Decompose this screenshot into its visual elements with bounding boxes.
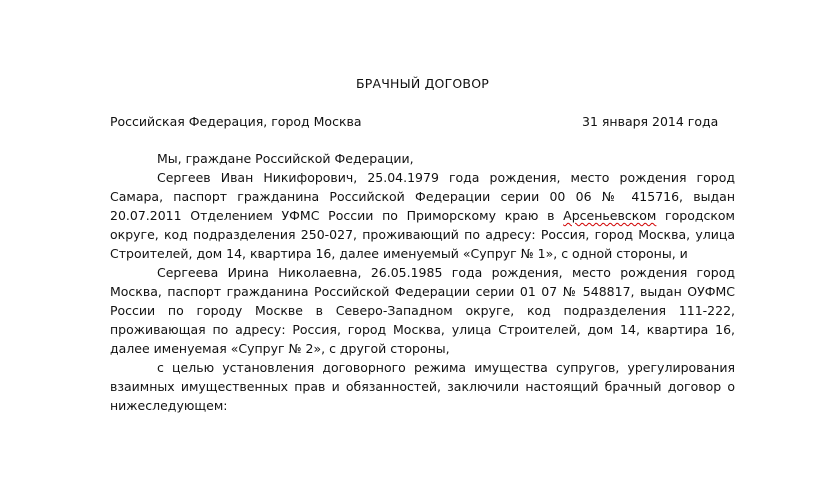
paragraph-purpose: с целью установления договорного режима имущества супругов, урегулирования взаимных имущественных прав и обязанностей, заключили настоящий брачный договор о нижеследующем:	[110, 360, 735, 413]
document-body	[110, 149, 735, 415]
paragraph-spouse-2: Сергеева Ирина Николаевна, 26.05.1985 года рождения, место рождения город Москва, паспорт гражданина Российской Федерации серии 01 07 № 548817, выдан ОУФМС России по городу Москве в Северо-Западном округе, код подразделения 111-222, проживающая по адресу: Россия, город Москва, улица Строителей, дом 14, квартира 16, далее именуемая «Супруг № 2», с другой стороны,	[110, 265, 735, 356]
document-place: Российская Федерация, город Москва	[110, 114, 362, 129]
document-date: 31 января 2014 года	[582, 114, 719, 129]
spellcheck-flagged-word[interactable]: Арсеньевском	[563, 208, 657, 223]
paragraph-spouse-1-text-b: городском округе, код подразделения 250-027, проживающий по адресу: Россия, город Москва, улица Строителей, дом 14, квартира 16, далее именуемый «Супруг № 1», с одной стороны, и	[110, 208, 735, 261]
paragraph-intro: Мы, граждане Российской Федерации,	[157, 151, 414, 166]
paragraph-spouse-1	[110, 168, 735, 263]
paragraph-spouse-1-text-a: Сергеев Иван Никифорович, 25.04.1979 года рождения, место рождения город Самара, паспорт гражданина Российской Федерации серии 00 06 № 415716, выдан 20.07.2011 Отделением УФМС России по Приморскому краю в	[110, 170, 735, 223]
document-title: БРАЧНЫЙ ДОГОВОР	[355, 76, 489, 91]
